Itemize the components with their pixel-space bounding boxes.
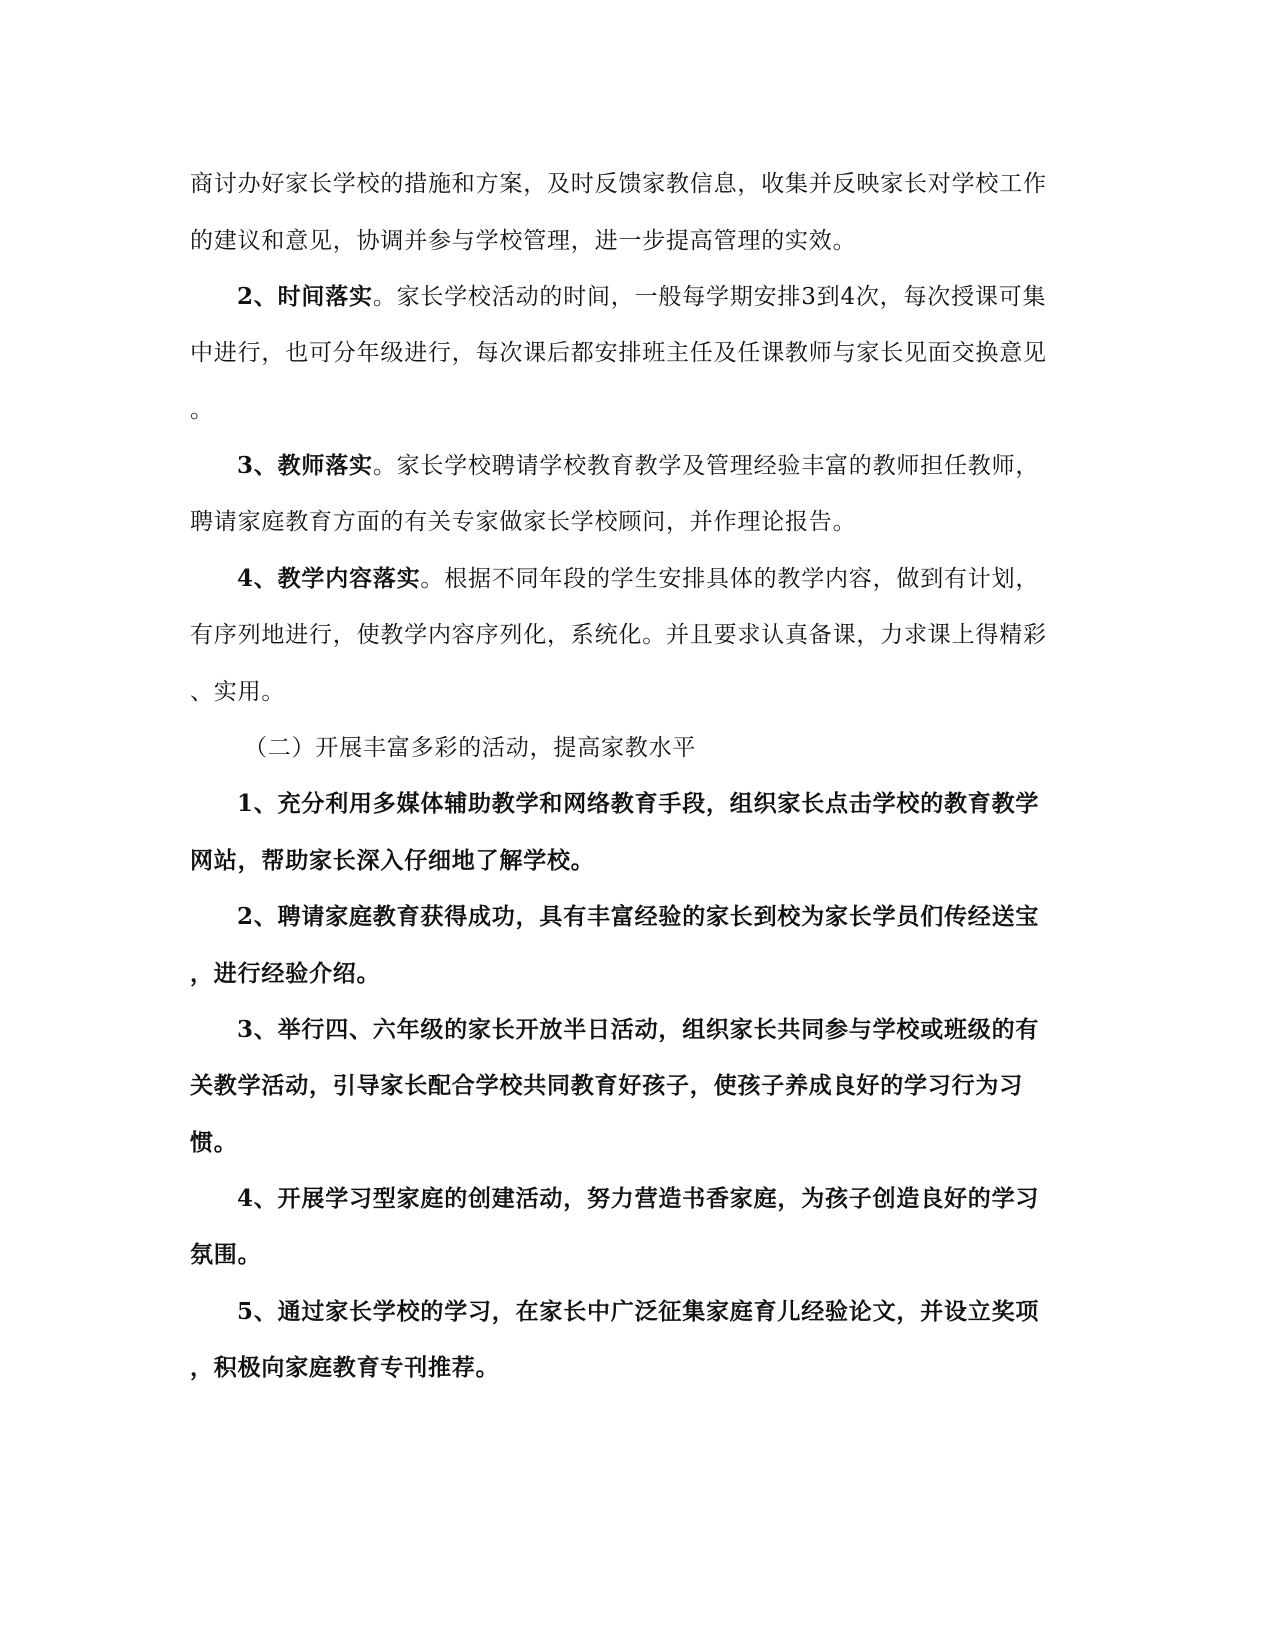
item-text: 。家长学校活动的时间，一般每学期安排3到4次，每次授课可集 [372, 284, 1047, 310]
paragraph-line: 商讨办好家长学校的措施和方案，及时反馈家教信息，收集并反映家长对学校工作 [190, 171, 1047, 197]
paragraph-line: 3、举行四、六年级的家长开放半日活动，组织家长共同参与学校或班级的有 [237, 1016, 1040, 1043]
paragraph-line: 、实用。 [190, 679, 286, 705]
paragraph-line: 。 [190, 397, 214, 423]
paragraph-line [237, 451, 1137, 481]
paragraph-line: 氛围。 [190, 1241, 262, 1268]
paragraph-line: ，积极向家庭教育专刊推荐。 [190, 1354, 500, 1381]
item-heading: 4、教学内容落实 [237, 565, 421, 592]
section-heading: （二）开展丰富多彩的活动，提高家教水平 [244, 735, 697, 761]
paragraph-line: 5、通过家长学校的学习，在家长中广泛征集家庭育儿经验论文，并设立奖项 [237, 1298, 1040, 1325]
item-text: 。根据不同年段的学生安排具体的教学内容，做到有计划， [420, 566, 1040, 592]
paragraph-line: 惯。 [190, 1129, 238, 1156]
paragraph-line: ，进行经验介绍。 [190, 960, 381, 987]
paragraph-line: 聘请家庭教育方面的有关专家做家长学校顾问，并作理论报告。 [190, 509, 857, 535]
paragraph-line: 1、充分利用多媒体辅助教学和网络教育手段，组织家长点击学校的教育教学 [237, 790, 1040, 817]
paragraph-line [237, 564, 1137, 594]
item-text: 。家长学校聘请学校教育教学及管理经验丰富的教师担任教师， [372, 453, 1040, 479]
paragraph-line: 中进行，也可分年级进行，每次课后都安排班主任及任课教师与家长见面交换意见 [190, 340, 1047, 366]
paragraph-line: 的建议和意见，协调并参与学校管理，进一步提高管理的实效。 [190, 228, 857, 254]
paragraph-line [237, 282, 1137, 312]
paragraph-line: 网站，帮助家长深入仔细地了解学校。 [190, 847, 595, 874]
paragraph-line: 有序列地进行，使教学内容序列化，系统化。并且要求认真备课，力求课上得精彩 [190, 622, 1047, 648]
item-heading: 2、时间落实 [237, 283, 373, 310]
paragraph-line: 关教学活动，引导家长配合学校共同教育好孩子，使孩子养成良好的学习行为习 [190, 1072, 1023, 1099]
item-heading: 3、教师落实 [237, 452, 373, 479]
paragraph-line: 2、聘请家庭教育获得成功，具有丰富经验的家长到校为家长学员们传经送宝 [237, 903, 1040, 930]
paragraph-line: 4、开展学习型家庭的创建活动，努力营造书香家庭，为孩子创造良好的学习 [237, 1185, 1040, 1212]
